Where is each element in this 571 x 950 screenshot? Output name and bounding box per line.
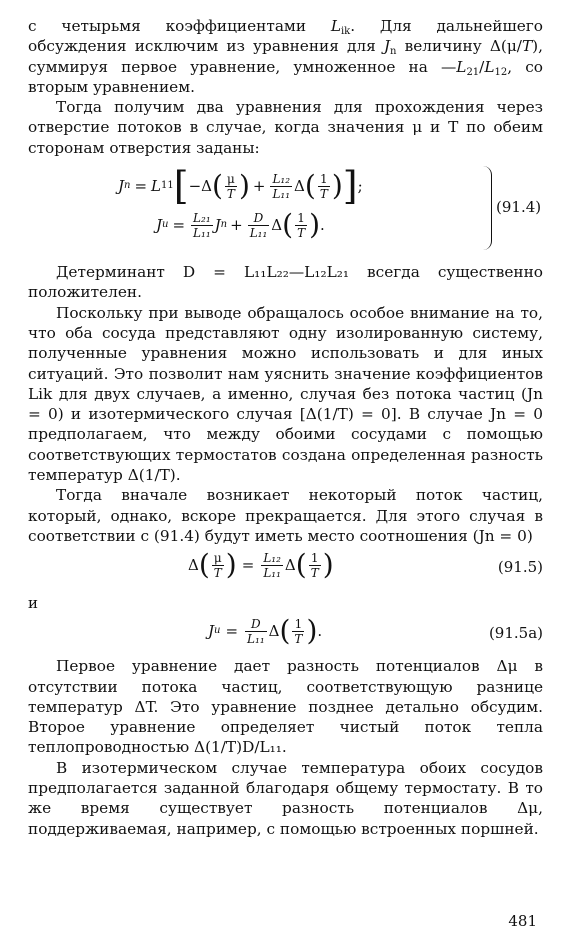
equation-91-4 [28,164,543,256]
equation-number: (91.5) [497,558,543,577]
paragraph-7: В изотермическом случае температура обоих сосудов предполагается заданной благодаря общему термостату. В то же время существует разность потенциалов Δμ, поддерживаемая, например, с помощью встроенных поршней. [28,758,543,838]
equation-number: (91.4) [496,198,542,217]
equation-91-5 [28,546,543,590]
equation-line-1: J n = L 11 [ −Δ ( $\frac{\mu}{T}$ ) + $\frac{\text{L₁₂}}{\text{L₁₁}}$ Δ ( $\frac{1}{T}$ ) ] ; [118,164,363,209]
paragraph-5: Тогда вначале возникает некоторый поток частиц, который, однако, вскоре прекращается. Для этого случая в соответствии с (91.4) будут иметь место соотношения (Jn = 0) [28,486,543,545]
paragraph-3: Детерминант D = L₁₁L₂₂—L₁₂L₂₁ всегда существенно положителен. [28,263,543,302]
paragraph-6: Первое уравнение дает разность потенциалов Δμ в отсутствии потока частиц, соответствующую разнице температур ΔT. Это уравнение позднее детально обсудим. Второе уравнение определяет чистый поток тепла теплопроводностью Δ(1/T)D/L₁₁. [28,657,543,757]
equation-91-5a [28,612,543,656]
equation-line-2: J u = $\frac{\text{L₂₁}}{\text{L₁₁}}$ J n + $\frac{D}{\text{L₁₁}}$ Δ ( $\frac{1}{T}$ ) . [156,208,325,242]
paragraph-2: Тогда получим два уравнения для прохождения через отверстие потоков в случае, когда значения μ и T по обеим сторонам отверстия заданы: [28,98,543,157]
page-number: 481 [508,912,537,930]
equation-91-5a-body: J u = $\frac{D}{\text{L₁₁}}$ Δ ( $\frac{1}{T}$ ) . [208,614,323,648]
equation-brace [483,166,492,250]
conjunction: и [28,594,38,613]
paragraph-1: с четырьмя коэффициентами $L_{ik}$. Для дальнейшего обсуждения исключим из уравнения для $J_n$ величину Δ(μ/T), суммируя первое уравнение, умноженное на $—L_{21}/L_{12}$, со вторым уравнением. [28,17,543,96]
paragraph-4: Поскольку при выводе обращалось особое внимание на то, что оба сосуда представляют одну изолированную систему, полученные уравнения можно использовать и для иных ситуаций. Это позволит нам уяснить значение коэффициентов Lik для двух случаев, а именно, случая без потока частиц (Jn = 0) и изотермического случая [Δ(1/T) = 0]. В случае Jn = 0 предполагаем, что между обоими сосудами с помощью соответствующих термостатов создана определенная разность температур Δ(1/T). [28,303,543,485]
equation-91-5-body: Δ ( $\frac{\mu}{T}$ ) = $\frac{\text{L₁₂}}{\text{L₁₁}}$ Δ ( $\frac{1}{T}$ ) [188,548,334,582]
equation-number: (91.5a) [488,624,543,643]
